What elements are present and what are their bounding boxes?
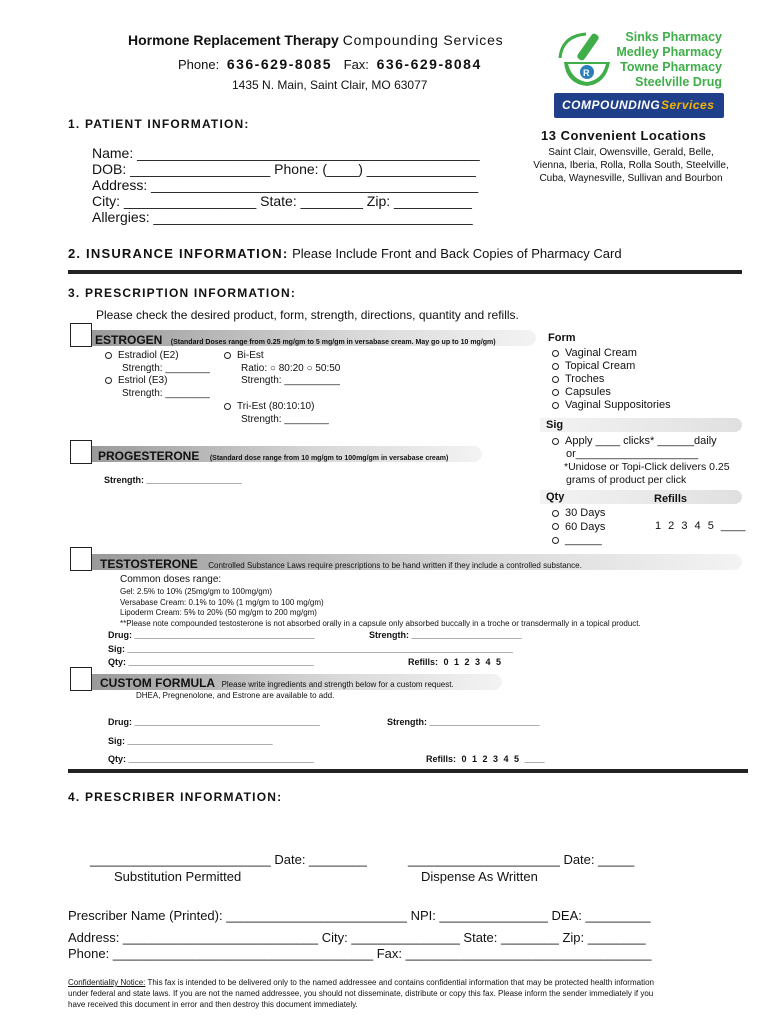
- form-option-1: Vaginal Cream: [565, 347, 637, 359]
- form-option-3: Troches: [565, 373, 605, 385]
- address-field[interactable]: Address: __________________________________________: [92, 177, 479, 193]
- custom-refills[interactable]: Refills: 0 1 2 3 4 5 ____: [426, 754, 545, 764]
- dob-phone-field[interactable]: DOB: __________________ Phone: (____) ______________: [92, 161, 476, 177]
- fax-label: Fax:: [343, 57, 369, 72]
- mortar-pestle-icon: [556, 28, 618, 90]
- refills-title: Refills: [654, 493, 688, 505]
- progesterone-note: (Standard dose range from 10 mg/gm to 100mg/gm in versabase cream): [209, 455, 449, 462]
- form-title-bold: Hormone Replacement Therapy: [128, 32, 339, 48]
- signature-substitution[interactable]: _________________________ Date: ________: [90, 852, 367, 867]
- prescriber-address[interactable]: Address: ___________________________ City: _______________ State: ________ Zip: ________: [68, 930, 646, 945]
- confidentiality-text-3: have received this document in error and then destroy this document immediately.: [68, 1000, 358, 1009]
- pharmacy-address: 1435 N. Main, Saint Clair, MO 63077: [232, 78, 428, 92]
- insurance-line: [68, 246, 622, 261]
- estrogen-left-options: [105, 350, 210, 400]
- allergies-field[interactable]: Allergies: _________________________________________: [92, 209, 473, 225]
- patient-fields: [92, 145, 480, 225]
- confidentiality-notice: [68, 977, 654, 1010]
- lipoderm-range: Lipoderm Cream: 5% to 20% (50 mg/gm to 200 mg/gm): [120, 608, 317, 617]
- common-doses-label: Common doses range:: [120, 574, 222, 585]
- gel-range: Gel: 2.5% to 10% (25mg/gm to 100mg/gm): [120, 587, 273, 596]
- radio-icon[interactable]: [552, 523, 559, 530]
- dose-ranges: [120, 587, 641, 629]
- estrogen-title: ESTROGEN: [95, 333, 163, 347]
- progesterone-strength[interactable]: Strength: ___________________: [104, 475, 242, 485]
- estradiol-strength[interactable]: Strength: ________: [122, 362, 210, 374]
- sig-title: Sig: [546, 419, 564, 431]
- form-option-2: Topical Cream: [565, 360, 636, 372]
- locations-line-1: Saint Clair, Owensville, Gerald, Belle,: [548, 147, 714, 158]
- radio-icon[interactable]: [105, 352, 112, 359]
- estrogen-header: [95, 331, 496, 349]
- progesterone-checkbox[interactable]: [70, 440, 92, 464]
- dispense-as-written-label: Dispense As Written: [421, 869, 538, 884]
- estrogen-right-options: [224, 350, 340, 388]
- progesterone-title: PROGESTERONE: [98, 449, 200, 463]
- prescriber-name-npi-dea[interactable]: Prescriber Name (Printed): _________________________ NPI: _______________ DEA: _________: [68, 908, 651, 923]
- radio-icon[interactable]: [552, 363, 559, 370]
- qty-option-2: 60 Days: [565, 520, 606, 533]
- qty-options: [552, 507, 605, 548]
- qty-option-1: 30 Days: [565, 507, 606, 519]
- testosterone-strength[interactable]: Strength: ______________________: [369, 630, 522, 640]
- confidentiality-label: Confidentiality Notice:: [68, 978, 146, 987]
- custom-header: [100, 674, 454, 692]
- triest-label: Tri-Est (80:10:10): [237, 401, 315, 412]
- pharmacy-logo: [556, 28, 618, 90]
- locations-line-3: Cuba, Waynesville, Sullivan and Bourbon: [539, 173, 723, 184]
- locations-list: [520, 146, 742, 185]
- qty-option-3[interactable]: ______: [565, 534, 602, 546]
- sig-note-1: *Unidose or Topi-Click delivers 0.25: [564, 461, 730, 473]
- radio-icon[interactable]: [552, 402, 559, 409]
- biest-strength[interactable]: Strength: __________: [241, 375, 340, 386]
- prescription-heading: 3. PRESCRIPTION INFORMATION:: [68, 286, 297, 300]
- pharmacy-name-4: Steelville Drug: [635, 75, 722, 89]
- sig-note-2: grams of product per click: [566, 474, 687, 486]
- radio-icon[interactable]: [552, 350, 559, 357]
- radio-icon[interactable]: [552, 389, 559, 396]
- svg-text:R: R: [583, 68, 590, 78]
- prescriber-phone-fax[interactable]: Phone: ____________________________________ Fax: __________________________________: [68, 946, 652, 961]
- custom-checkbox[interactable]: [70, 667, 92, 691]
- testosterone-title: TESTOSTERONE: [100, 557, 198, 571]
- prescriber-heading: 4. PRESCRIBER INFORMATION:: [68, 790, 283, 804]
- patient-heading: 1. PATIENT INFORMATION:: [68, 117, 250, 131]
- locations-title: 13 Convenient Locations: [541, 128, 707, 143]
- estriol-label: Estriol (E3): [118, 375, 168, 386]
- radio-icon[interactable]: [224, 352, 231, 359]
- radio-icon[interactable]: [552, 438, 559, 445]
- estrogen-note: (Standard Doses range from 0.25 mg/gm to 5 mg/gm in versabase cream. May go up to 10 mg/gm): [170, 339, 496, 346]
- insurance-text: Please Include Front and Back Copies of Pharmacy Card: [292, 246, 622, 261]
- custom-drug[interactable]: Drug: _____________________________________: [108, 717, 320, 727]
- pharmacy-name-1: Sinks Pharmacy: [625, 30, 722, 44]
- biest-ratio[interactable]: Ratio: ○ 80:20 ○ 50:50: [241, 362, 341, 374]
- form-title-rest: Compounding Services: [342, 32, 504, 48]
- contact-line: [178, 56, 482, 72]
- progesterone-header: [98, 447, 448, 465]
- estradiol-label: Estradiol (E2): [118, 350, 179, 361]
- estrogen-checkbox[interactable]: [70, 323, 92, 347]
- radio-icon[interactable]: [552, 510, 559, 517]
- locations-line-2: Vienna, Iberia, Rolla, Rolla South, Steelville,: [533, 160, 729, 171]
- pharmacy-name-2: Medley Pharmacy: [616, 45, 722, 59]
- qty-title: Qty: [546, 491, 565, 503]
- custom-note-2: DHEA, Pregnenolone, and Estrone are available to add.: [136, 691, 335, 700]
- prescription-instructions: Please check the desired product, form, strength, directions, quantity and refills.: [96, 308, 519, 322]
- sig-apply[interactable]: Apply ____ clicks* ______daily: [565, 435, 717, 447]
- testosterone-drug[interactable]: Drug: ____________________________________: [108, 630, 315, 640]
- testosterone-note: Controlled Substance Laws require prescriptions to be hand written if they include a controlled substance.: [208, 561, 582, 570]
- section-divider: [68, 270, 742, 274]
- signature-dispense[interactable]: _____________________ Date: _____: [408, 852, 635, 867]
- triest-strength[interactable]: Strength: ________: [241, 413, 329, 425]
- radio-icon[interactable]: [552, 537, 559, 544]
- phone-label: Phone:: [178, 57, 220, 72]
- testosterone-checkbox[interactable]: [70, 547, 92, 571]
- name-field[interactable]: Name: ____________________________________________: [92, 145, 480, 161]
- confidentiality-text-1: This fax is intended to be delivered only to the named addressee and contains confidential information that may be protected health information: [147, 978, 654, 987]
- absorption-warning: **Please note compounded testosterone is not absorbed orally in a capsule only absorbed buccally in a troche or transdermally in a topical product.: [120, 618, 641, 628]
- custom-sig[interactable]: Sig: _____________________________: [108, 736, 273, 746]
- triest-option: [224, 401, 329, 426]
- biest-label: Bi-Est: [237, 350, 264, 361]
- pharmacy-names: [612, 30, 722, 90]
- section-divider: [68, 769, 748, 773]
- fax-number: 636-629-8084: [376, 56, 482, 72]
- substitution-permitted-label: Substitution Permitted: [114, 869, 242, 884]
- badge-compounding: COMPOUNDING: [562, 98, 661, 112]
- sig-block: [552, 435, 730, 487]
- pharmacy-name-3: Towne Pharmacy: [620, 60, 722, 74]
- compounding-badge: [554, 93, 724, 118]
- testosterone-refills[interactable]: Refills: 0 1 2 3 4 5: [408, 657, 502, 667]
- estriol-strength[interactable]: Strength: ________: [122, 387, 210, 399]
- sig-or[interactable]: or____________________: [566, 448, 699, 460]
- sig-band: [540, 418, 742, 432]
- testosterone-sig[interactable]: Sig: _____________________________________________________________________________: [108, 644, 513, 654]
- radio-icon[interactable]: [552, 376, 559, 383]
- qty-band: [540, 490, 742, 504]
- badge-services: Services: [661, 98, 715, 112]
- refills-values[interactable]: 1 2 3 4 5 ____: [655, 520, 746, 532]
- testosterone-header: [100, 555, 582, 573]
- form-title: [128, 32, 503, 48]
- testosterone-qty[interactable]: Qty: _____________________________________: [108, 657, 314, 667]
- radio-icon[interactable]: [105, 377, 112, 384]
- custom-note: Please write ingredients and strength below for a custom request.: [221, 680, 454, 689]
- form-options: [552, 347, 671, 412]
- insurance-heading: 2. INSURANCE INFORMATION:: [68, 246, 289, 261]
- custom-strength[interactable]: Strength: ______________________: [387, 717, 540, 727]
- confidentiality-text-2: under federal and state laws. If you are not the named addressee, you should not disseminate, distribute or copy this fax. Please inform the sender immediately if you: [68, 989, 654, 998]
- phone-number: 636-629-8085: [226, 56, 333, 72]
- form-option-5: Vaginal Suppositories: [565, 399, 671, 411]
- custom-qty[interactable]: Qty: _____________________________________: [108, 754, 314, 764]
- city-state-zip-field[interactable]: City: _________________ State: ________ Zip: __________: [92, 193, 472, 209]
- custom-title: CUSTOM FORMULA: [100, 676, 216, 690]
- versabase-range: Versabase Cream: 0.1% to 10% (1 mg/gm to 100 mg/gm): [120, 597, 324, 607]
- form-title: Form: [548, 332, 576, 344]
- form-option-4: Capsules: [565, 386, 611, 398]
- radio-icon[interactable]: [224, 403, 231, 410]
